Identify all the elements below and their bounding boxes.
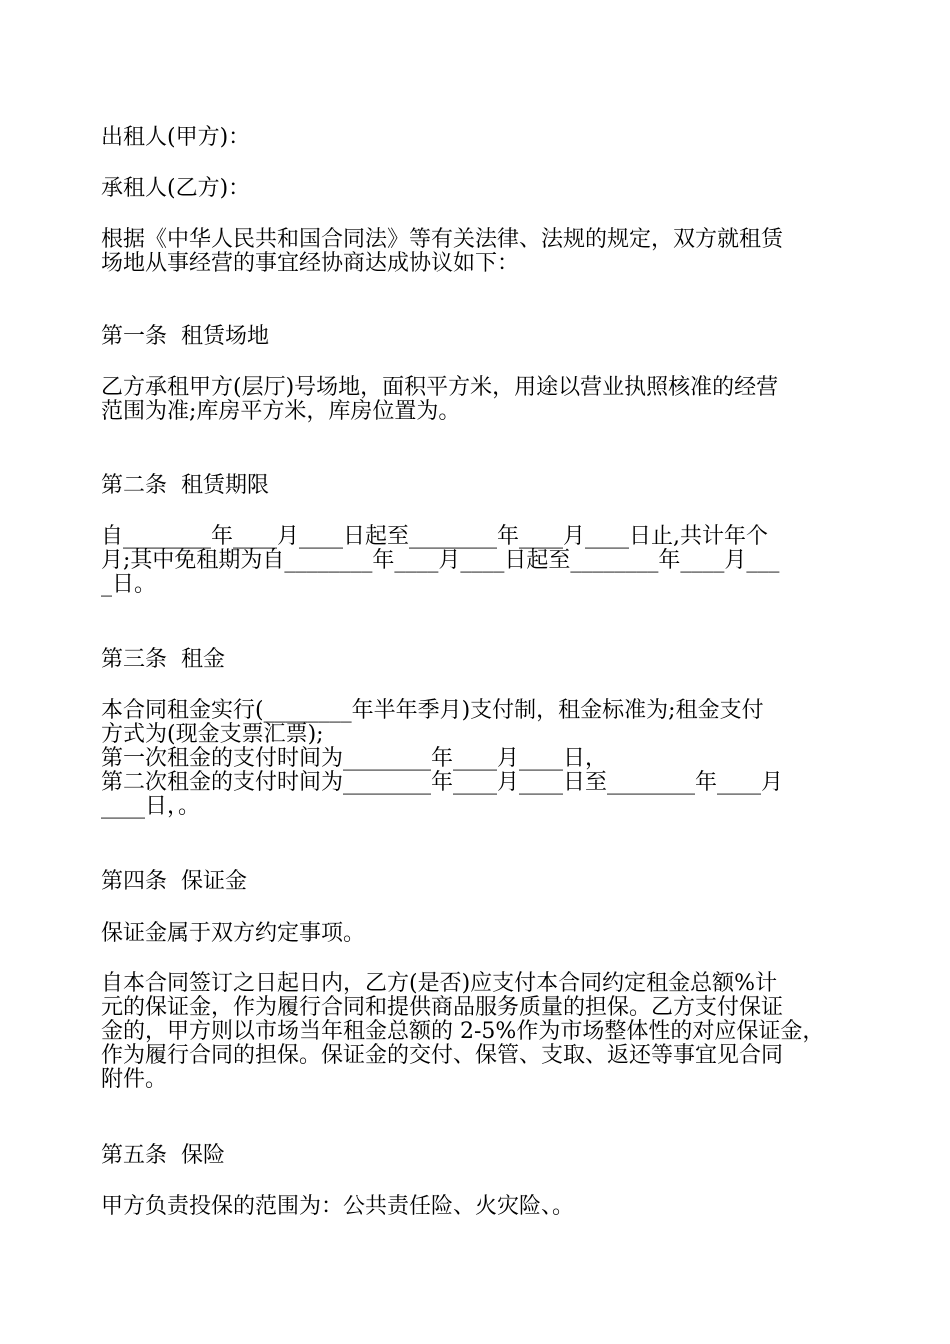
preamble-line: 根据《中华人民共和国合同法》等有关法律、法规的规定，双方就租赁 <box>101 227 784 252</box>
body-line: ____日，。 <box>101 794 201 819</box>
body-line: 元的保证金，作为履行合同和提供商品服务质量的担保。乙方支付保证 <box>101 995 784 1020</box>
body-line: _日。 <box>101 572 157 597</box>
body-line: 第二次租金的支付时间为________年____月____日至________年____月 <box>101 770 784 795</box>
article-4-title: 第四条 保证金 <box>101 869 247 894</box>
article-1-title: 第一条 租赁场地 <box>101 324 269 349</box>
article-3-title: 第三条 租金 <box>101 647 225 672</box>
lessor-line: 出租人(甲方)： <box>101 125 251 150</box>
lessee-line: 承租人(乙方)： <box>101 176 251 201</box>
article-5-body: 甲方负责投保的范围为：公共责任险、火灾险、。 <box>101 1194 575 1219</box>
body-line: 第一次租金的支付时间为________年____月____日， <box>101 746 608 771</box>
body-line: 方式为(现金支票汇票); <box>101 722 324 747</box>
article-2-title: 第二条 租赁期限 <box>101 473 269 498</box>
body-line: 月;其中免租期为自________年____月____日起至________年____月___ <box>101 548 780 573</box>
body-line: 本合同租金实行(________年半年季月)支付制，租金标准为;租金支付 <box>101 698 764 723</box>
body-line: 自本合同签订之日起日内，乙方(是否)应支付本合同约定租金总额%计 <box>101 971 778 996</box>
body-line: 金的，甲方则以市场当年租金总额的 2-5%作为市场整体性的对应保证金， <box>101 1019 825 1044</box>
body-line: 范围为准;库房平方米，库房位置为。 <box>101 399 461 424</box>
body-line: 附件。 <box>101 1067 168 1092</box>
body-line: 乙方承租甲方(层厅)号场地，面积平方米，用途以营业执照核准的经营 <box>101 375 779 400</box>
body-line: 自________年____月____日起至________年____月____日止,共计年个 <box>101 524 768 549</box>
body-line: 作为履行合同的担保。保证金的交付、保管、支取、返还等事宜见合同 <box>101 1043 784 1068</box>
article-4-para1: 保证金属于双方约定事项。 <box>101 921 366 946</box>
preamble-line: 场地从事经营的事宜经协商达成协议如下： <box>101 251 520 276</box>
article-5-title: 第五条 保险 <box>101 1143 225 1168</box>
